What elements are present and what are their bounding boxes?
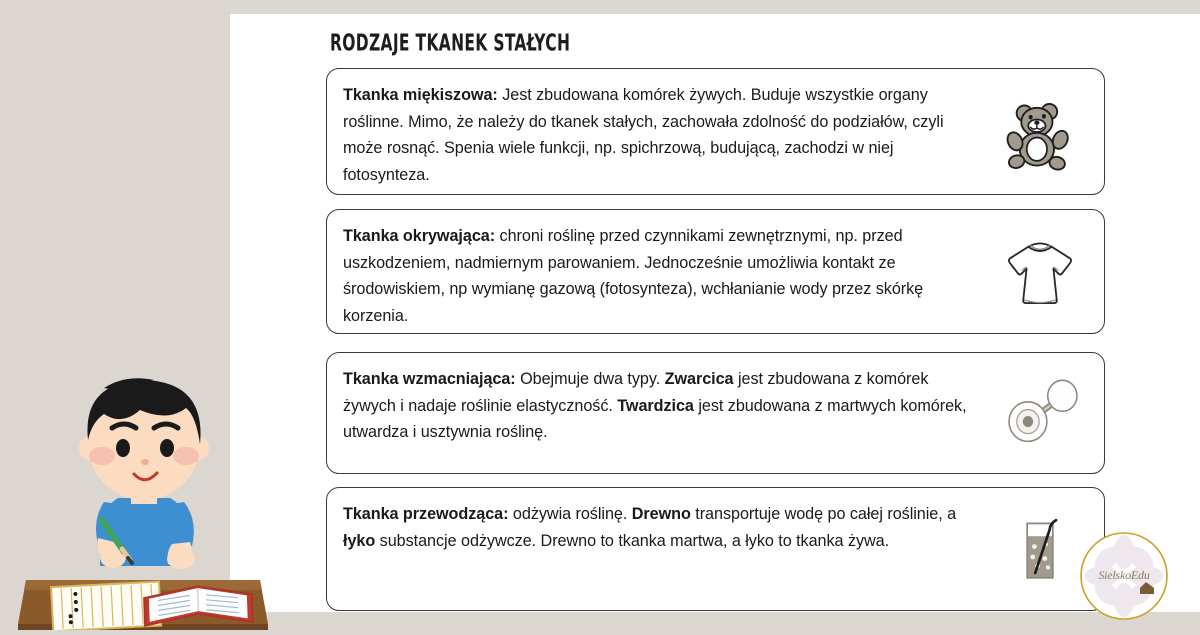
- tissue-card-body-3: substancje odżywcze. Drewno to tkanka martwa, a łyko to tkanka żywa.: [375, 531, 890, 550]
- teddy-bear-icon: [988, 84, 1092, 180]
- tshirt-icon: [988, 224, 1092, 320]
- tissue-card-miekiszowa: [326, 68, 1105, 195]
- tissue-card-text: [343, 366, 983, 446]
- tissue-card-text: [343, 223, 983, 329]
- tissue-card-przewodzaca: [326, 487, 1105, 611]
- tissue-card-text: [343, 82, 983, 188]
- tissue-card-bold-term-1: Drewno: [631, 505, 691, 523]
- tissue-card-body-3: jest zbudowana z martwych komórek, utwardza i usztywnia roślinę.: [343, 396, 967, 441]
- tissue-card-bold-term-1: Zwarcica: [664, 370, 734, 388]
- tissue-card-wzmacniajaca: [326, 352, 1105, 474]
- tissue-card-body-2: jest zbudowana z komórek żywych i nadaje roślinie elastyczność.: [343, 370, 929, 415]
- tissue-card-body: chroni roślinę przed czynnikami zewnętrznymi, np. przed uszkodzeniem, nadmiernym parowaniem. Jednocześnie umożliwia kontakt ze środowiskiem, np wymianę gazową (fotosynteza), wchłanianie wody przez skórkę korzenia.: [343, 227, 924, 325]
- dumbbell-icon: [988, 365, 1092, 461]
- logo-text: SielskoEdu: [1098, 568, 1150, 582]
- tissue-card-body: odżywia roślinę.: [508, 505, 632, 523]
- tissue-card-bold-term-2: łyko: [343, 531, 376, 550]
- tissue-card-okrywajaca: [326, 209, 1105, 334]
- tissue-card-body: Jest zbudowana komórek żywych. Buduje wszystkie organy roślinne. Mimo, że należy do tkanek stałych, zachowała zdolność do podziałów, czyli może rosnąć. Spenia wiele funkcji, np. spichrzową, budującą, zachodzi w niej fotosynteza.: [343, 86, 944, 184]
- tissue-card-body: Obejmuje dwa typy.: [515, 370, 665, 388]
- tissue-card-body-2: transportuje wodę po całej roślinie, a: [690, 505, 957, 523]
- tissue-card-heading: Tkanka miękiszowa:: [343, 86, 498, 104]
- page-title: RODZAJE TKANEK STAŁYCH: [330, 29, 571, 56]
- tissue-card-heading: Tkanka wzmacniająca:: [343, 370, 516, 388]
- sielskoedu-logo: [1078, 530, 1170, 622]
- drink-glass-straw-icon: [988, 501, 1092, 597]
- tissue-card-heading: Tkanka przewodząca:: [343, 505, 509, 523]
- tissue-card-bold-term-2: Twardzica: [617, 396, 694, 415]
- tissue-card-text: [343, 501, 983, 554]
- tissue-card-heading: Tkanka okrywająca:: [343, 227, 496, 245]
- boy-studying-illustration: [18, 352, 268, 630]
